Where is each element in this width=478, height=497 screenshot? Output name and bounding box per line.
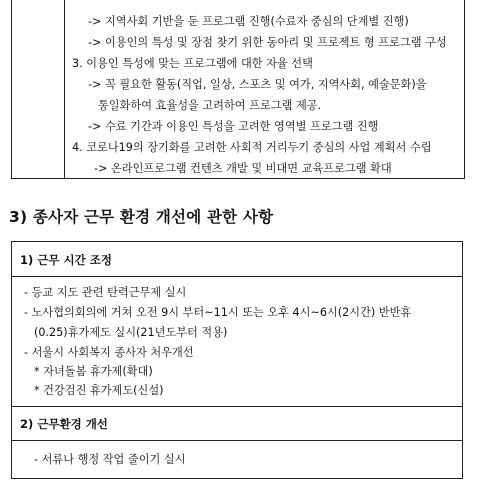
block-title-work-environment: 2) 근무환경 개선 — [20, 417, 108, 431]
box-divider — [11, 276, 463, 277]
list-item: * 건강검진 휴가제도(신설) — [34, 384, 164, 397]
box-divider — [11, 406, 463, 407]
box-divider — [11, 440, 463, 441]
list-item: - 서류나 행정 작업 줄이기 실시 — [34, 453, 186, 466]
table-line: -> 꼭 필요한 활동(직업, 일상, 스포츠 및 여가, 지역사회, 예술문화)을 — [88, 78, 427, 91]
table-line: -> 지역사회 기반을 둔 프로그램 진행(수료자 중심의 단계별 진행) — [88, 15, 409, 28]
table-line: -> 이용인의 특성 및 장점 찾기 위한 동아리 및 프로젝트 형 프로그램 구성 — [88, 36, 447, 49]
block-title-work-hours: 1) 근무 시간 조정 — [20, 253, 112, 267]
table-line: 4. 코로나19의 장기화를 고려한 사회적 거리두기 중심의 사업 계획서 수립 — [72, 141, 432, 154]
section-heading: 3) 종사자 근무 환경 개선에 관한 사항 — [9, 208, 274, 226]
table-column-divider — [64, 0, 65, 178]
list-item: (0.25)휴가제도 실시(21년도부터 적용) — [34, 326, 228, 339]
table-line: 3. 이용인 특성에 맞는 프로그램에 대한 자율 선택 — [72, 57, 313, 70]
list-item: - 등교 지도 관련 탄력근무제 실시 — [24, 286, 187, 299]
list-item: - 서울시 사회복지 종사자 처우개선 — [24, 346, 194, 359]
table-line: 통일화하여 효율성을 고려하여 프로그램 제공. — [98, 99, 322, 112]
list-item: * 자녀돌봄 휴가제(확대) — [34, 365, 153, 378]
table-line: -> 수료 기간과 이용인 특성을 고려한 영역별 프로그램 진행 — [88, 120, 379, 133]
table-line: -> 온라인프로그램 컨텐츠 개발 및 비대면 교육프로그램 확대 — [94, 162, 392, 175]
list-item: - 노사협의회의에 거쳐 오전 9시 부터~11시 또는 오후 4시~6시(2시간) 반반휴 — [24, 306, 412, 319]
